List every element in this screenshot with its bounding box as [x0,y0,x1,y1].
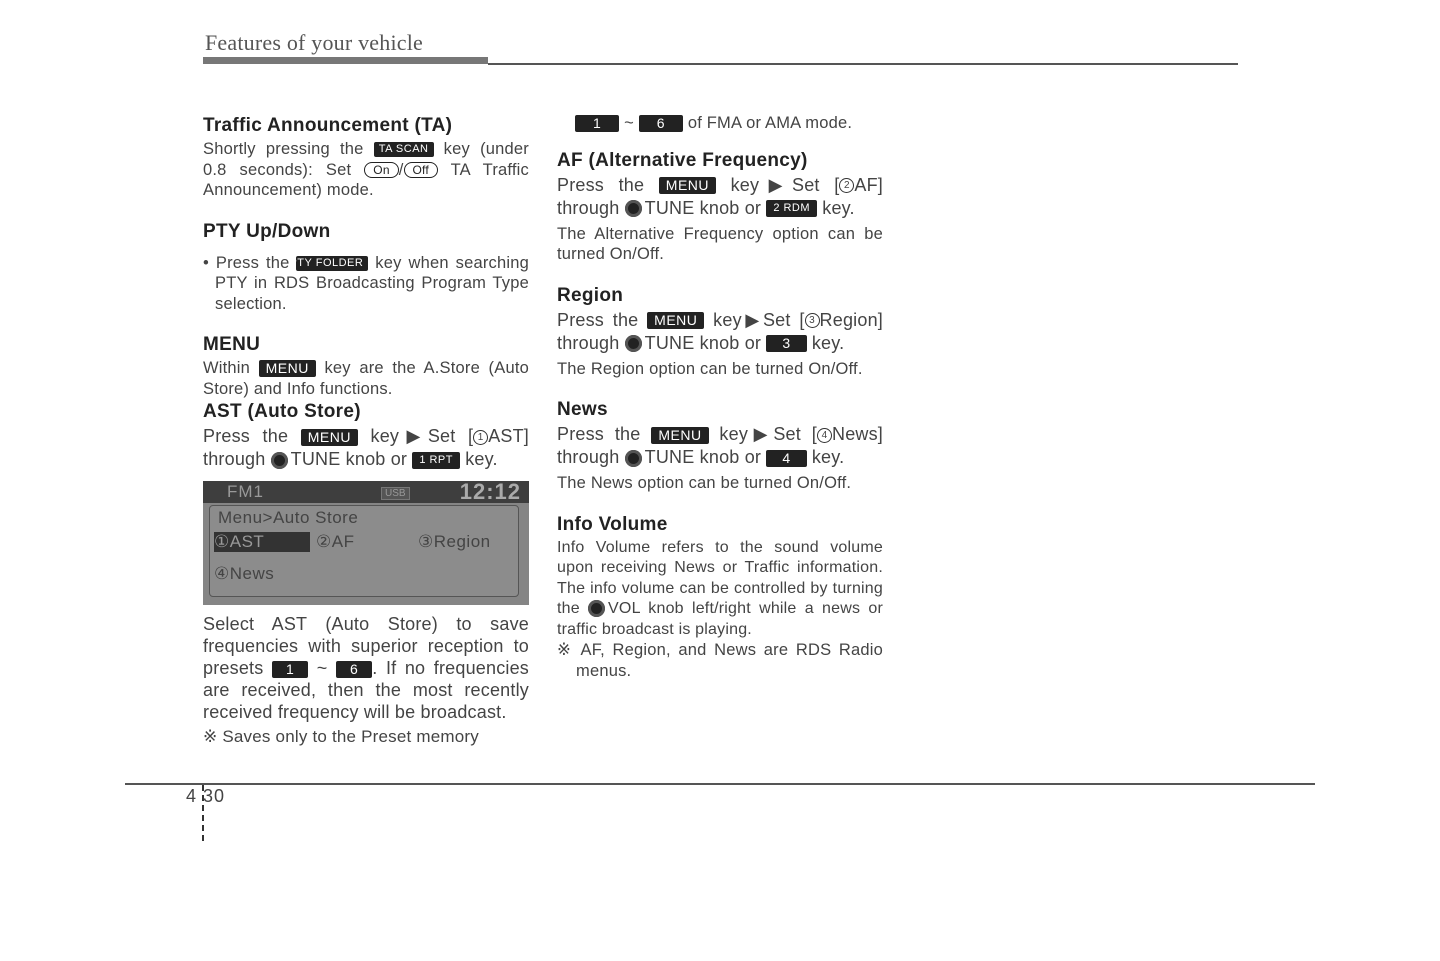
info-volume-heading: Info Volume [557,513,668,535]
number-2-icon: 2 [839,178,854,193]
menu-key-icon: MENU [647,312,704,329]
menu-item-ast: ①AST [214,532,265,551]
info-volume-paragraph [557,538,883,641]
ta-paragraph [203,139,529,201]
ast-text: key▶Set [ [370,426,474,446]
number-1-icon: 1 [473,430,488,445]
news-text: key. [811,447,845,467]
preset-3-key-icon: 3 [766,335,806,352]
preset-4-key-icon: 4 [766,450,806,467]
af-text: Press the [557,174,645,195]
preset-6-key-icon: 6 [336,661,372,678]
select-text: Select AST (Auto Store) to save frequencies with superior reception to presets [203,614,529,678]
ast-paragraph [203,425,529,471]
info-text: Info Volume refers to the sound volume upon receiving News or Traffic information. The info volume can be controlled by turning the [557,538,883,617]
tilde: ~ [624,114,634,132]
preset-1-key-icon: 1 [272,661,308,678]
pty-folder-key-icon: PTY FOLDER [296,256,368,271]
off-key-icon: Off [404,162,438,178]
bullet: • [203,253,209,272]
preset-6-key-icon: 6 [639,115,683,132]
af-text: key. [822,197,855,218]
region-heading: Region [557,284,624,306]
ast-text: Press the [203,426,289,446]
header-bar [203,57,488,64]
region-text: Press the [557,309,639,330]
region-paragraph [557,309,883,355]
news-text: key▶Set [ [719,424,817,444]
menu-path: Menu>Auto Store [218,508,359,527]
menu-key-icon: MENU [659,177,716,194]
tune-knob-icon [625,450,642,467]
vol-knob-icon [588,600,605,617]
news-text: Press the [557,424,641,444]
menu-key-icon: MENU [651,427,708,444]
info-text: VOL knob left/right while a news or traffic broadcast is playing. [557,600,883,638]
region-text: key. [811,332,845,353]
preset-note: ※ Saves only to the Preset memory [203,727,479,746]
pty-text: key when searching PTY in RDS Broadcasting Program Type selection. [215,253,529,313]
news-heading: News [557,399,608,420]
select-text: . If no frequencies are received, then the most recently received frequency will be broadcast. [203,658,530,722]
pty-text: Press the [215,253,290,272]
news-description: The News option can be turned On/Off. [557,474,852,492]
left-column [203,113,529,748]
right-column [557,113,883,681]
ast-text: key. [465,449,498,469]
ta-scan-key-icon: TA SCAN [374,142,434,157]
af-text: AF] through [557,174,884,218]
clock: 12:12 [459,479,521,504]
af-heading: AF (Alternative Frequency) [557,149,808,171]
menu-paragraph [203,358,529,399]
af-paragraph [557,174,883,220]
pty-paragraph [203,253,529,315]
display-status-bar [203,481,529,503]
region-description: The Region option can be turned On/Off. [557,359,863,378]
news-text: News] through [557,424,884,467]
region-text: Region] through [557,309,883,353]
menu-key-icon: MENU [301,429,358,446]
ta-text: TA Traffic Announcement) mode. [203,160,529,199]
news-paragraph [557,423,883,469]
tune-knob-icon [271,452,288,469]
tune-knob-icon [625,200,642,217]
af-description: The Alternative Frequency option can be turned On/Off. [557,224,883,263]
news-text: TUNE knob or [644,447,762,467]
menu-item-af: ②AF [316,532,355,551]
continued-text: of FMA or AMA mode. [687,114,853,132]
ta-heading: Traffic Announcement (TA) [203,115,453,136]
ast-text: TUNE knob or [290,449,408,469]
page-header-title: Features of your vehicle [205,30,424,55]
tilde: ~ [316,658,328,678]
preset-1-rpt-key-icon: 1 RPT [412,452,460,469]
preset-1-key-icon: 1 [575,115,619,132]
band-label: FM1 [227,482,264,501]
number-4-icon: 4 [817,428,832,443]
continued-line [557,113,883,134]
ta-text: Shortly pressing the [203,140,364,158]
menu-heading: MENU [203,334,261,355]
menu-item-news: ④News [214,564,275,583]
select-paragraph [203,613,529,723]
on-key-icon: On [364,162,398,178]
usb-icon: USB [381,487,410,500]
menu-key-icon: MENU [259,360,316,377]
af-text: key▶Set [ [730,174,840,195]
ta-text: key (under 0.8 seconds): Set [203,140,529,179]
ast-heading: AST (Auto Store) [203,401,361,422]
af-text: TUNE knob or [644,197,762,218]
info-note: ※ AF, Region, and News are RDS Radio menus. [557,641,883,680]
preset-2-rdm-key-icon: 2 RDM [766,200,817,217]
pty-heading: PTY Up/Down [203,220,331,242]
menu-item-region: ③Region [418,532,491,551]
menu-text: key are the A.Store (Auto Store) and Info functions. [203,359,529,398]
radio-display [203,481,529,605]
display-menu-panel [209,505,519,597]
menu-text: Within [203,359,251,377]
region-text: key▶Set [ [713,309,805,330]
header-rule [488,63,1238,65]
footer-rule [125,783,1315,785]
ast-text: AST] through [203,426,529,469]
region-text: TUNE knob or [644,332,762,353]
tune-knob-icon [625,335,642,352]
page-number: 4 30 [186,786,226,806]
slash: / [398,160,404,179]
number-3-icon: 3 [805,313,820,328]
